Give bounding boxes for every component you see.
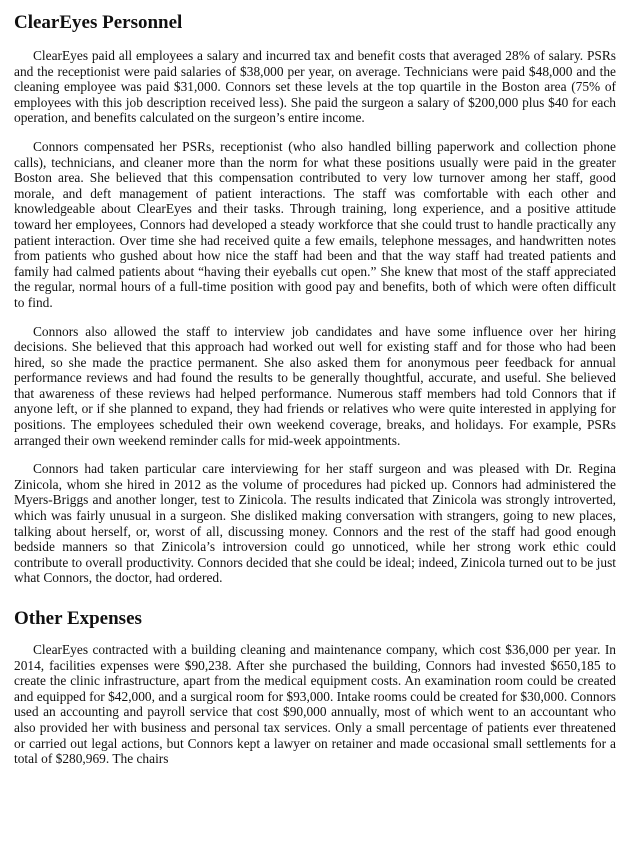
document-page	[14, 12, 616, 767]
paragraph-expenses: ClearEyes contracted with a building cleaning and maintenance company, which cost $36,000 per year. In 2014, facilities expenses were $90,238. After she purchased the building, Connors had invested $650,185 to create the clinic infrastructure, apart from the medical equipment costs. An examination room could be created and equipped for $42,000, and a surgical room for $93,000. Intake rooms could be created for $30,000. Connors used an accounting and payroll service that cost $90,000 annually, most of which went to an accountant who also provided her with business and personal tax services. Only a small percentage of patients ever threatened or carried out legal actions, but Connors kept a lawyer on retainer and made occasional small settlements for a total of $280,969. The chairs	[14, 642, 616, 767]
paragraph-salaries: ClearEyes paid all employees a salary and incurred tax and benefit costs that averaged 28% of salary. PSRs and the receptionist were paid salaries of $38,000 per year, on average. Technicians were paid $48,000 and the cleaning employee was paid $31,000. Connors set these levels at the top quartile in the Boston area (75% of employees with this job description received less). She paid the surgeon a salary of $200,000 plus $40 for each operation, and benefits calculated on the surgeon’s entire income.	[14, 48, 616, 126]
paragraph-compensation: Connors compensated her PSRs, receptionist (who also handled billing paperwork and collection phone calls), technicians, and cleaner more than the norm for what these positions usually were paid in the greater Boston area. She believed that this compensation contributed to very low turnover among her staff, good morale, and deft management of patient interactions. The staff was comfortable with each other and knowledgeable about ClearEyes and their tasks. Through training, long experience, and a positive attitude toward her employees, Connors had developed a steady workforce that she could trust to handle practically any patient interaction. Over time she had received quite a few emails, telephone messages, and handwritten notes from patients who gushed about how nice the staff had been and that the way staff had treated patients and family had calmed patients about “having their eyeballs cut open.” She knew that most of the staff appreciated the regular, normal hours of a full-time position with good pay and benefits, both of which were often difficult to find.	[14, 138, 616, 310]
paragraph-hiring: Connors also allowed the staff to interview job candidates and have some influence over her hiring decisions. She believed that this approach had worked out well for existing staff and for those who had been hired, so she made the practice permanent. She also asked them for anonymous peer feedback for annual performance reviews and had found the results to be generally thoughtful, accurate, and useful. She believed that awareness of these reviews had helped performance. Numerous staff members had told Connors that if anyone left, or if she planned to expand, they had friends or relatives who were quite interested in applying for positions. The employees scheduled their own weekend coverage, breaks, and holidays. For example, PSRs arranged their own weekend reminder calls for mid-week appointments.	[14, 323, 616, 448]
section-heading-other-expenses: Other Expenses	[14, 608, 142, 629]
paragraph-surgeon: Connors had taken particular care interviewing for her staff surgeon and was pleased with Dr. Regina Zinicola, whom she hired in 2012 as the volume of procedures had picked up. Connors had administered the Myers-Briggs and another longer, test to Zinicola. The results indicated that Zinicola was strongly introverted, which was fairly unusual in a surgeon. She disliked making conversation with strangers, going to new places, talking about herself, or, worst of all, discussing money. Connors and the rest of the staff had good enough bedside manners so that Zinicola’s introversion could go unnoticed, while her strong work ethic could contribute to overall productivity. Connors decided that she could be ideal; indeed, Zinicola turned out to be just what Connors, the doctor, had ordered.	[14, 461, 616, 586]
section-heading-personnel: ClearEyes Personnel	[14, 12, 183, 33]
